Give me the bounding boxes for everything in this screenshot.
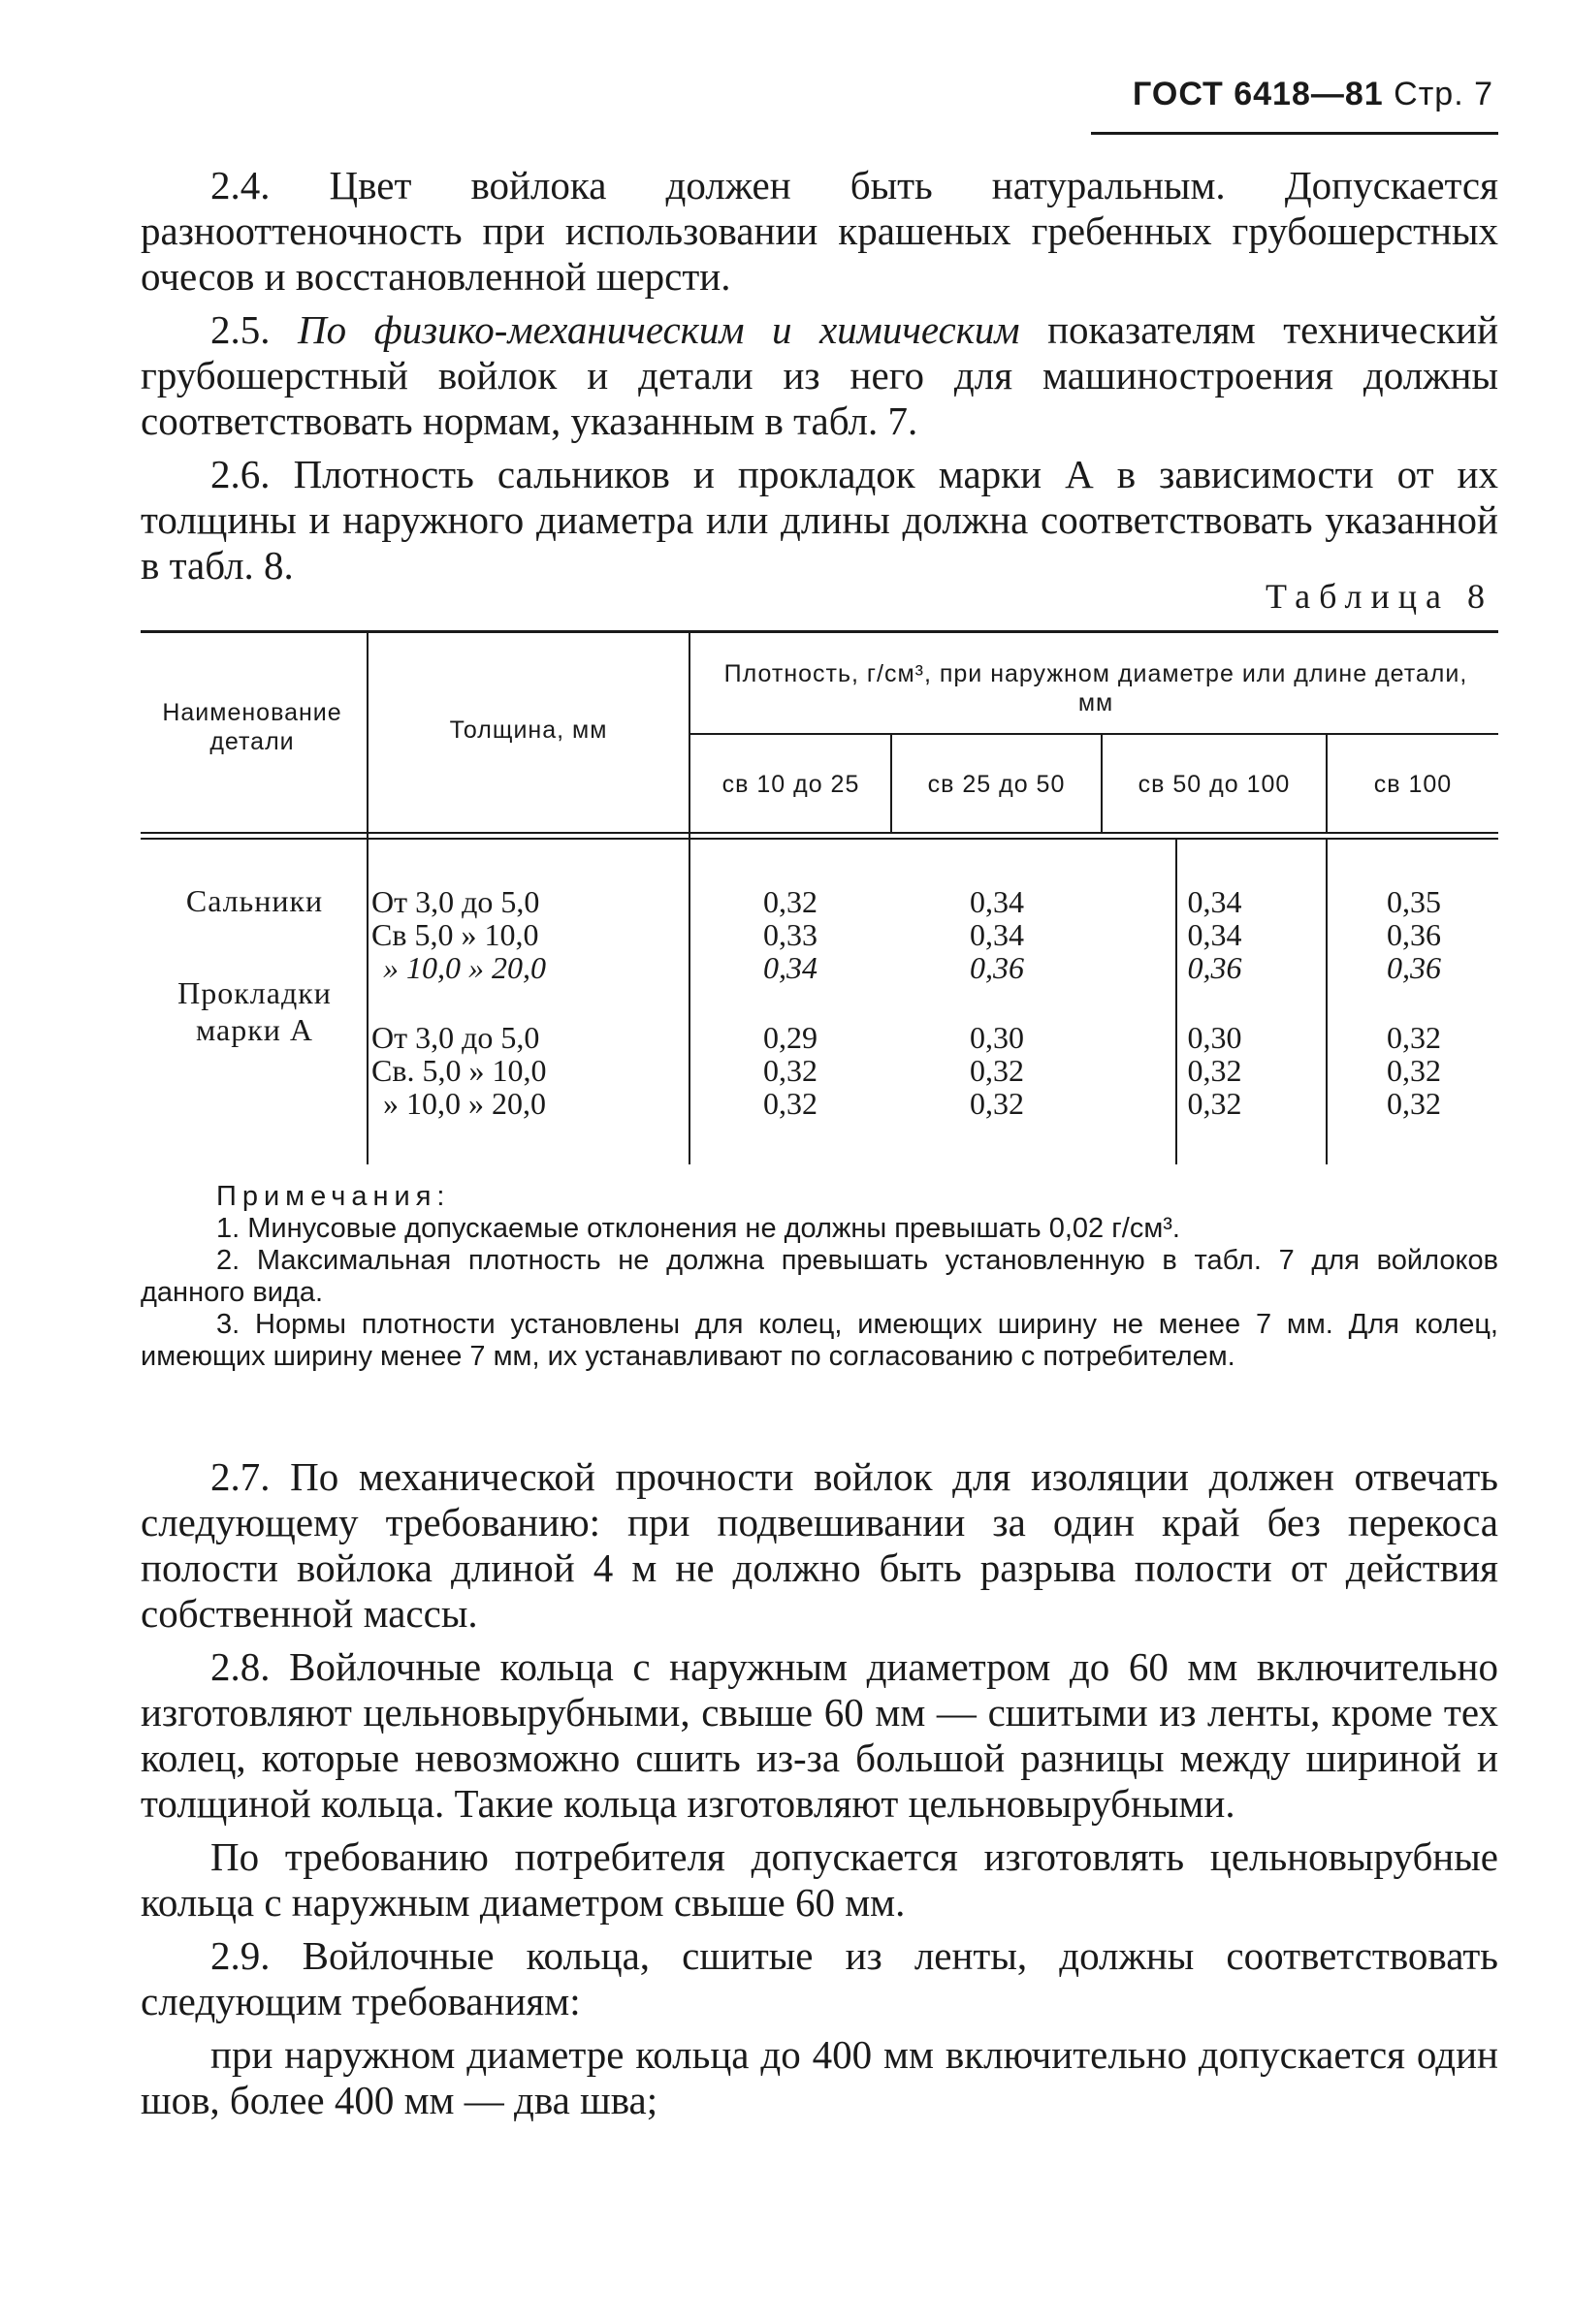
density-subheader-rule	[689, 733, 1498, 735]
note-1: 1. Минусовые допускаемые отклонения не должны превышать 0,02 г/см³.	[216, 1213, 1180, 1244]
paragraph-2-8-cont: По требованию потребителя допускается изготовлять цельновырубные кольца с наружным диаметром свыше 60 мм.	[141, 1834, 1498, 1925]
table-cell: 0,30	[1187, 1020, 1242, 1055]
table-cell: 0,32	[1387, 1086, 1441, 1121]
table-8	[141, 630, 1498, 1173]
table-cell: 0,32	[1187, 1053, 1242, 1088]
table-cell: 0,32	[1387, 1053, 1441, 1088]
vline-name	[367, 633, 369, 1164]
table-cell: 0,34	[1187, 884, 1242, 919]
p25-italic: По физико-механическим и химическим	[297, 307, 1020, 352]
table-cell: 0,33	[763, 917, 818, 952]
table-cell: 0,35	[1387, 884, 1441, 919]
table-cell: 0,34	[970, 884, 1024, 919]
p25-rest: показателям технический грубошерстный войлок и детали из него для машиностроения должны соответствовать нормам, указанным в табл. 7.	[141, 307, 1499, 443]
table-top-rule	[141, 630, 1498, 633]
paragraph-2-8: 2.8. Войлочные кольца с наружным диаметром до 60 мм включительно изготовляют цельновырубными, свыше 60 мм — сшитыми из ленты, кроме тех колец, которые невозможно сшить из-за большой разницы между шириной и толщиной кольца. Такие кольца изготовляют цельновырубными.	[141, 1644, 1498, 1826]
table-cell-thickness: Св 5,0 » 10,0	[371, 917, 539, 952]
page-header	[1067, 76, 1493, 113]
table-notes	[141, 1181, 1498, 1373]
table-cell-thickness: » 10,0 » 20,0	[383, 950, 546, 985]
table-cell-thickness: Св. 5,0 » 10,0	[371, 1053, 547, 1088]
note-3: 3. Нормы плотности установлены для колец, имеющих ширину не менее 7 мм. Для колец, имеющих ширину менее 7 мм, их устанавливают по согласованию с потребителем.	[141, 1309, 1498, 1372]
top-text	[141, 163, 1498, 596]
header-bottom-rule-2	[141, 838, 1498, 840]
p25-lead: 2.5.	[210, 307, 298, 352]
paragraph-2-9: 2.9. Войлочные кольца, сшитые из ленты, должны соответствовать следующим требованиям:	[141, 1933, 1498, 2023]
table-cell-thickness: От 3,0 до 5,0	[371, 884, 540, 919]
table-cell: 0,30	[970, 1020, 1024, 1055]
table-cell: 0,36	[1387, 917, 1441, 952]
paragraph-2-4: 2.4. Цвет войлока должен быть натуральным. Допускается разнооттеночность при использовании крашеных гребенных грубошерстных очесов и восстановленной шерсти.	[141, 163, 1498, 299]
subheader-2: св 25 до 50	[927, 771, 1066, 798]
row-name-salniki: Сальники	[185, 883, 324, 918]
table-caption: Таблица 8	[1266, 577, 1493, 616]
table-cell: 0,32	[763, 1086, 818, 1121]
paragraph-2-5	[141, 307, 1498, 444]
table-cell: 0,36	[1187, 950, 1242, 985]
header-rule	[1091, 132, 1498, 135]
table-cell: 0,32	[970, 1086, 1024, 1121]
table-cell: 0,36	[970, 950, 1024, 985]
table-cell: 0,32	[970, 1053, 1024, 1088]
page-number: Стр. 7	[1394, 76, 1493, 112]
table-cell: 0,32	[763, 884, 818, 919]
subheader-4: св 100	[1373, 771, 1453, 798]
bottom-text	[141, 1454, 1498, 2131]
doc-code: ГОСТ 6418—81	[1133, 76, 1384, 112]
table-cell: 0,32	[763, 1053, 818, 1088]
note-2: 2. Максимальная плотность не должна превышать установленную в табл. 7 для войлоков данного вида.	[141, 1245, 1498, 1308]
table-cell: 0,32	[1387, 1020, 1441, 1055]
subheader-3: св 50 до 100	[1138, 771, 1291, 798]
vline-thickness	[689, 633, 690, 1164]
table-cell: 0,34	[1187, 917, 1242, 952]
paragraph-2-6: 2.6. Плотность сальников и прокладок марки А в зависимости от их толщины и наружного диаметра или длины должна соответствовать указанной в табл. 8.	[141, 452, 1498, 588]
header-bottom-rule-1	[141, 832, 1498, 834]
vline-body-2	[1326, 840, 1328, 1164]
header-thickness: Толщина, мм	[449, 716, 608, 744]
paragraph-2-9-item: при наружном диаметре кольца до 400 мм включительно допускается один шов, более 400 мм — два шва;	[141, 2032, 1498, 2122]
header-density: Плотность, г/см³, при наружном диаметре или длине детали, мм	[723, 660, 1468, 716]
table-cell-thickness: От 3,0 до 5,0	[371, 1020, 540, 1055]
header-name: Наименование детали	[162, 699, 342, 755]
paragraph-2-7: 2.7. По механической прочности войлок для изоляции должен отвечать следующему требованию: при подвешивании за один край без перекоса полости войлока длиной 4 м не должно быть разрыва полости от действия собственной массы.	[141, 1454, 1498, 1636]
table-cell: 0,32	[1187, 1086, 1242, 1121]
table-cell: 0,34	[970, 917, 1024, 952]
notes-heading: Примечания:	[216, 1181, 451, 1212]
row-name-prokladki: Прокладки марки А	[177, 975, 332, 1047]
table-cell: 0,34	[763, 950, 818, 985]
table-cell-thickness: » 10,0 » 20,0	[383, 1086, 546, 1121]
table-cell: 0,29	[763, 1020, 818, 1055]
table-cell: 0,36	[1387, 950, 1441, 985]
subheader-1: св 10 до 25	[721, 771, 860, 798]
